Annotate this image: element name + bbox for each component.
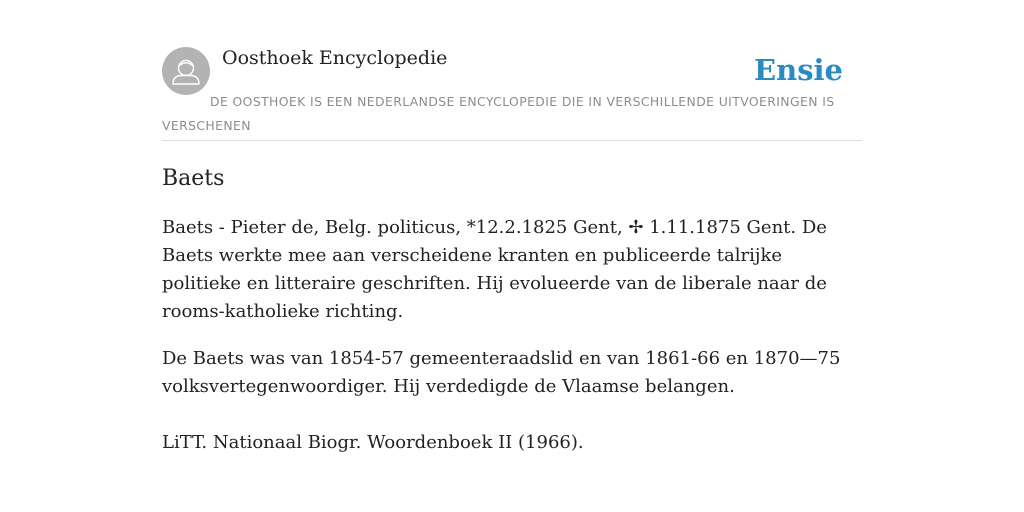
article-paragraph: De Baets was van 1854-57 gemeenteraadslid en van 1861-66 en 1870—75 volksvertegenwoordiger. Hij verdedigde de Vlaamse belangen. bbox=[162, 348, 841, 397]
ensie-logo[interactable]: Ensie bbox=[754, 53, 843, 87]
user-avatar-icon[interactable] bbox=[162, 47, 210, 95]
article bbox=[162, 162, 862, 476]
article-title: Baets bbox=[162, 166, 225, 191]
article-body bbox=[162, 214, 862, 457]
article-paragraph: Baets - Pieter de, Belg. politicus, *12.2.1825 Gent, ✢ 1.11.1875 Gent. De Baets werkte mee aan verscheidene kranten en publiceerde talrijke politieke en litteraire geschriften. Hij evolueerde van de liberale naar de rooms-katholieke richting. bbox=[162, 217, 827, 322]
publication-description: DE OOSTHOEK IS EEN NEDERLANDSE ENCYCLOPEDIE DIE IN VERSCHILLENDE UITVOERINGEN IS VERSCHENEN bbox=[162, 94, 835, 133]
publication-name[interactable]: Oosthoek Encyclopedie bbox=[222, 47, 448, 69]
literature-reference: LiTT. Nationaal Biogr. Woordenboek II (1966). bbox=[162, 432, 584, 453]
header bbox=[162, 46, 862, 141]
